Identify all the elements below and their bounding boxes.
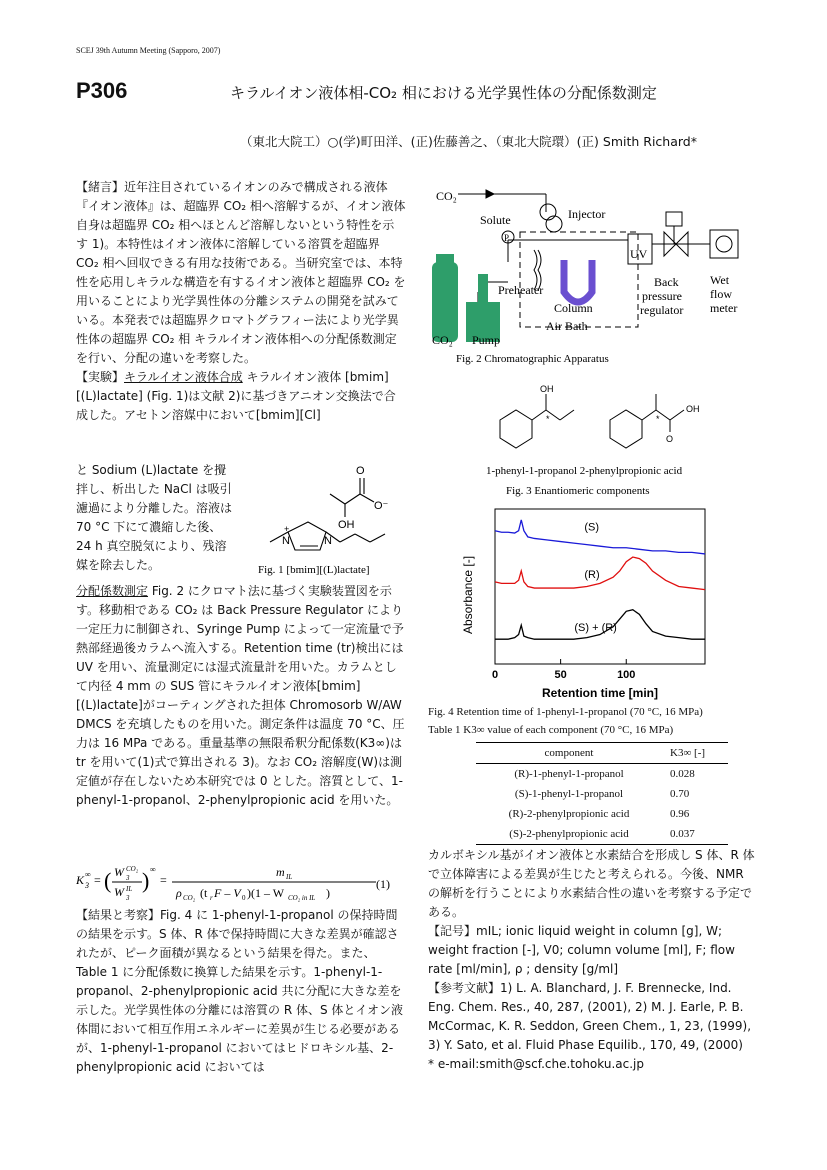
fig2-label-injector: Injector [568, 207, 606, 221]
intro-section [76, 178, 406, 425]
svg-text:K: K [76, 873, 85, 887]
exp-subheading-measurement: 分配係数測定 [76, 584, 149, 598]
svg-text:(t: (t [200, 886, 208, 900]
fig3-structures [480, 380, 740, 500]
svg-text:CO₂: CO₂ [183, 894, 196, 902]
table-cell-value: 0.028 [670, 768, 695, 780]
table-cell-component: (R)-2-phenylpropionic acid [508, 808, 630, 820]
fig1-atom-o: O [356, 465, 365, 477]
fig2-label-co2-tank: CO₂ [432, 333, 453, 347]
meeting-name: SCEJ 39th Autumn Meeting (Sapporo, 2007) [76, 46, 221, 55]
references-text: 1) L. A. Blanchard, J. F. Brennecke, Ind. Eng. Chem. Res., 40, 287, (2001), 2) M. J. Earle, P. B. McCormac, K. R. Seddon, Green Chem., 1, 23, (1999), 3) Y. Sato, et al. Fluid Phase Equilib., 170, 49, (2000) [428, 981, 752, 1052]
intro-heading: 【緒言】 [76, 180, 125, 194]
svg-text:∞: ∞ [150, 865, 156, 874]
fig1-atom-oh: OH [338, 519, 355, 531]
table1-caption: Table 1 K3∞ value of each component (70 °C, 16 MPa) [428, 724, 674, 736]
fig2-label-preheater: Preheater [498, 283, 544, 297]
exp-measurement-section [76, 582, 406, 810]
exp-text-measurement: Fig. 2 にクロマト法に基づく実験装置図を示す。移動相である CO₂ は Back Pressure Regulator により一定圧力に制御され、Syringe Pump によって一定流量で予熱部経過後カラムへ流入する。Retention time (tr)検出には UV を用い、流量測定には湿式流量計を用いた。カラムとして内径 4 mm の SUS 管にキラルイオン液体[bmim][(L)lactate]がコーティングされた担体 Chromosorb W/AW DMCS を充填したものを用いた。測定条件は温度 70 °C、圧力は 16 MPa である。重量基準の無限希釈分配係数(K3∞)は tr を用いて(1)式で算出される 3)。なお CO₂ 溶解度(W)は測定値が存在しないため本研究では 0 とした。溶質として、1-phenyl-1-propanol、2-phenylpropionic acid を用いた。 [76, 584, 405, 807]
svg-text:IL: IL [126, 885, 133, 893]
email: * e-mail:smith@scf.che.tohoku.ac.jp [428, 1057, 644, 1071]
fig2-label-bpr-1: Back [654, 275, 679, 289]
right-text-section [428, 846, 758, 1074]
author-list: （東北大院工）○(学)町田洋、(正)佐藤善之、（東北大院環）(正) Smith Richard* [240, 134, 697, 149]
fig2-label-column: Column [554, 301, 593, 315]
fig2-apparatus [428, 182, 758, 372]
fig2-label-solute: Solute [480, 213, 511, 227]
svg-text:=: = [160, 873, 167, 887]
fig3-o: O [666, 434, 674, 444]
fig2-label-airbath: Air Bath [546, 319, 588, 333]
fig1-plus: + [284, 524, 290, 534]
table1-header-row [476, 743, 728, 764]
paper-title: キラルイオン液体相-CO₂ 相における光学異性体の分配係数測定 [230, 84, 657, 102]
fig3-compounds: 1-phenyl-1-propanol 2-phenylpropionic acid [486, 465, 683, 477]
references-heading: 【参考文献】 [428, 981, 501, 995]
exp-text-synthesis-cont: と Sodium (L)lactate を攪拌し、析出した NaCl は吸引濾過により分離した。溶液は 70 °C 下にて濃縮した後、24 h 真空脱気により、残溶媒を除去した。 [76, 463, 233, 572]
exp-text-synthesis: キラルイオン液体 [bmim][(L)lactate] (Fig. 1)は文献 2)に基づきアニオン交換法で合成した。アセトン溶媒中において[bmim][Cl] [76, 370, 396, 422]
svg-text:0: 0 [242, 894, 246, 902]
table-cell-component: (R)-1-phenyl-1-propanol [514, 768, 624, 780]
fig3-oh-2: OH [686, 404, 700, 414]
svg-text:ρ: ρ [176, 886, 182, 900]
fig1-atom-n2: N [324, 535, 332, 547]
svg-text:3: 3 [85, 881, 89, 890]
svg-text:F – V: F – V [214, 886, 241, 900]
svg-text:)(1 – W: )(1 – W [247, 886, 285, 900]
table-cell-value: 0.037 [670, 828, 695, 840]
table-cell-component: (S)-2-phenylpropionic acid [509, 828, 629, 840]
svg-text:): ) [142, 868, 150, 893]
fig4-series-line [495, 557, 705, 590]
fig3-star-2: * [656, 414, 660, 424]
table1 [476, 742, 728, 845]
svg-text:(: ( [104, 868, 112, 893]
fig1-structure [240, 462, 410, 577]
equation-number: (1) [376, 877, 390, 891]
fig4-caption: Fig. 4 Retention time of 1-phenyl-1-propanol (70 °C, 16 MPa) [428, 706, 703, 718]
symbols-heading: 【記号】 [428, 924, 477, 938]
table-cell-value: 0.70 [670, 788, 690, 800]
results-continued: カルボキシル基がイオン液体と水素結合を形成し S 体、R 体で立体障害による差異が生じたと考えられる。今後、NMR の解析を行うことにより水素結合性の違いを考察する予定である。 [428, 848, 755, 919]
table-cell-component: (S)-1-phenyl-1-propanol [514, 788, 624, 800]
fig2-label-p: P [504, 233, 510, 243]
fig2-label-wfm-1: Wet [710, 273, 730, 287]
fig1-caption: Fig. 1 [bmim][(L)lactate] [258, 564, 370, 576]
fig4-xtick-label: 0 [491, 669, 499, 681]
results-section [76, 906, 406, 1077]
fig2-label-wfm-3: meter [710, 301, 738, 315]
svg-text:CO₂ in IL: CO₂ in IL [288, 894, 316, 902]
fig3-star-1: * [546, 414, 550, 424]
table1-header-component: component [544, 747, 594, 759]
fig4-xtick-label: 50 [554, 669, 567, 681]
fig1-atom-ominus: O⁻ [374, 500, 389, 512]
fig4-ylabel: Absorbance [-] [461, 555, 475, 635]
exp-heading: 【実験】 [76, 370, 125, 384]
fig4-plot-frame [495, 509, 705, 664]
paper-id: P306 [76, 78, 128, 103]
fig2-caption: Fig. 2 Chromatographic Apparatus [456, 353, 609, 365]
fig4-series-label: (S) + (R) [574, 622, 617, 635]
svg-text:3: 3 [126, 894, 130, 902]
fig2-label-wfm-2: flow [710, 287, 732, 301]
results-text: Fig. 4 に 1-phenyl-1-propanol の保持時間の結果を示す。S 体、R 体で保持時間に大きな差異が確認されたが、ピーク面積が異なるという結果を得た。また、Table 1 に分配係数に換算した結果を示す。1-phenyl-1-propanol、2-phenylpropionic acid 共に分配に大きな差を示した。光学異性体の分離には溶質の R 体、S 体とイオン液体間において相互作用エネルギーに差異が生じる必要があるが、1-phenyl-1-propanol においてはヒドロキシル基、2-phenylpropionic acid においては [76, 908, 404, 1074]
table-cell-value: 0.96 [670, 808, 690, 820]
fig2-label-co2-in: CO₂ [436, 189, 457, 203]
fig4-series-line [495, 520, 705, 554]
table-row [476, 804, 728, 824]
equation-1 [76, 860, 406, 904]
fig1-atom-n1: N [282, 535, 290, 547]
fig2-label-pump: Pump [472, 333, 501, 347]
svg-text:m: m [276, 865, 285, 879]
svg-text:3: 3 [126, 874, 130, 882]
results-heading: 【結果と考察】 [76, 908, 161, 922]
svg-text:CO₂: CO₂ [126, 865, 139, 873]
fig4-xlabel: Retention time [min] [542, 686, 658, 700]
table1-header-k3: K3∞ [-] [670, 747, 706, 759]
intro-text: 近年注目されているイオンのみで構成される液体『イオン液体』は、超臨界 CO₂ 相へ溶解するが、イオン液体自身は超臨界 CO₂ 相へほとんど溶解しないという特性を示す 1)。本特性はイオン液体に溶解している溶質を超臨界 CO₂ 相へ回収できる有用な技術である。当研究室では、本特性を応用しキラルな構造を有するイオン液体と超臨界 CO₂ を用いることにより光学異性体の分離システムの開発を試みている。本発表では超臨界クロマトグラフィー法により光学異性体の超臨界 CO₂ 相 キラルイオン液体相への分配係数測定を行い、分配の違いを考察した。 [76, 180, 406, 365]
fig4-series-label: (S) [584, 521, 600, 534]
fig2-label-bpr-3: regulator [640, 303, 684, 317]
fig4-xtick-label: 100 [617, 669, 636, 681]
fig4-series-label: (R) [584, 569, 600, 582]
table-row [476, 784, 728, 804]
svg-text:r: r [210, 894, 213, 902]
svg-text:): ) [326, 886, 330, 900]
svg-text:W: W [114, 865, 124, 879]
svg-text:=: = [94, 873, 101, 887]
fig4-chart [460, 505, 720, 705]
table-row [476, 764, 728, 785]
exp-subheading-synthesis: キラルイオン液体合成 [124, 370, 243, 384]
table-row [476, 824, 728, 845]
fig2-label-bpr-2: pressure [642, 289, 682, 303]
svg-text:IL: IL [286, 873, 293, 881]
fig3-caption: Fig. 3 Enantiomeric components [506, 485, 650, 497]
fig3-oh-1: OH [540, 384, 554, 394]
svg-text:∞: ∞ [85, 870, 91, 879]
fig2-label-uv: UV [630, 247, 648, 261]
svg-text:W: W [114, 885, 124, 899]
symbols-text: mIL; ionic liquid weight in column [g], W; weight fraction [-], V0; column volume [ml], F; flow rate [ml/min], ρ ; density [g/ml] [428, 924, 735, 976]
exp-text-narrow [76, 461, 232, 575]
